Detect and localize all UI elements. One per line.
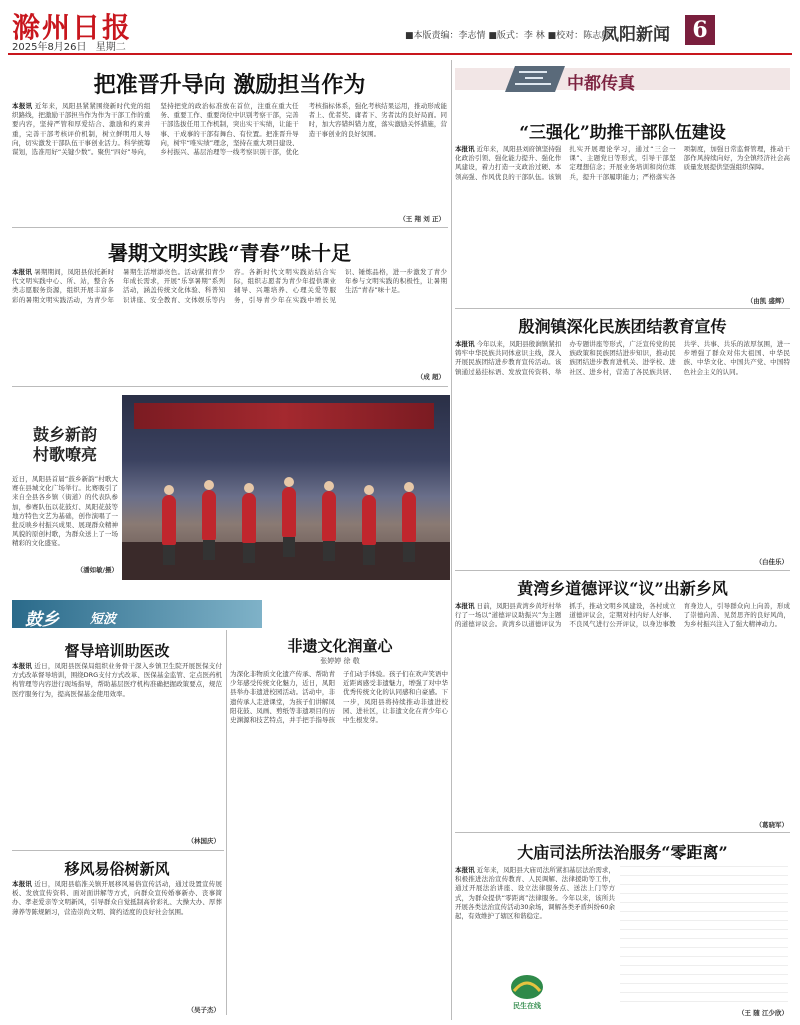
article4-lead: 本报讯	[12, 880, 33, 888]
article3-author: （林国庆）	[187, 837, 220, 845]
article3-lead: 本报讯	[12, 662, 33, 670]
performer	[162, 495, 176, 545]
article9-title: 大庙司法所法治服务“零距离”	[517, 843, 728, 862]
divider	[455, 308, 790, 309]
short-news-subtitle: 短波	[90, 612, 117, 627]
article4-body	[12, 880, 222, 1000]
article6-author: （由凯 盛辉）	[746, 297, 788, 305]
minsheng-online-logo	[504, 973, 550, 1011]
divider	[12, 850, 224, 851]
article5-body: 为深化非物质文化遗产传承、帮助青少年感受传统文化魅力，近日，凤阳县举办非遗进校园活动。活动中，非遗传承人走进课堂，为孩子们讲解凤阳花鼓、凤画、剪纸等非遗项目的历史渊源和技艺特点，并手把手指导孩子们动手体验。孩子们在欢声笑语中近距离感受非遗魅力，增强了对中华优秀传统文化的认同感和自豪感。下一步，凤阳县将持续推动非遗进校园、进社区，让非遗文化在青少年心中生根发芽。	[230, 670, 448, 725]
article4-title: 移风易俗树新风	[64, 860, 170, 878]
article1-title: 把准晋升导向 激励担当作为	[93, 72, 366, 98]
article8-body	[455, 602, 790, 820]
performer	[282, 487, 296, 537]
article8-text: 日前，凤阳县黄湾乡黄圩村举行了一场以“道德评议助振兴”为主题的道德评议会。黄湾乡以道德评议为抓手，推动文明乡风建设，各村成立道德评议会，定期对村内好人好事、不良风气进行公开评议，以身边事教育身边人，引导群众向上向善，形成了崇德向善、见贤思齐的良好风尚，为乡村振兴注入了强大精神动力。	[455, 602, 790, 629]
article8-title: 黄湾乡道德评议“议”出新乡风	[517, 579, 728, 598]
article7-body	[455, 340, 790, 558]
section-name: 凤阳新闻	[602, 25, 670, 45]
editor-credits: ■本版责编：李志情 ■版式：李 林 ■校对：陈志颇	[405, 31, 611, 41]
article6-title: “三强化”助推干部队伍建设	[519, 123, 726, 143]
column-banner	[455, 62, 790, 96]
article6-text: 近年来，凤阳县刘府镇坚持强化政治引领、强化能力提升、强化作风建设，着力打造一支政治过硬、本领高强、作风优良的干部队伍。该镇扎实开展理论学习，通过“三会一课”、主题党日等形式，引导干部坚定理想信念；开展业务培训和岗位练兵，提升干部履职能力；严格落实各项制度，加强日常监督管理，推动干部作风持续向好，为全镇经济社会高质量发展提供坚强组织保障。	[455, 145, 790, 181]
column-divider	[226, 630, 227, 1015]
article1-text: 近年来，凤阳县紧紧围绕新时代党的组织路线，把激励干部担当作为作为干部工作的重要内容，坚持严管和厚爱结合、激励和约束并重，完善干部考核评价机制，树立鲜明用人导向，切实激发干部队伍干事创业活力。科学统筹谋划，选准用好“关键少数”。聚焦“四好”导向，坚持把党的政治标准放在首位，注重在重大任务、重要工作、重要岗位中识别考察干部，完善干部选拔任用工作机制，突出实干实绩，让能干事、干成事的干部有舞台、有位置。把准晋升导向，树牢“唯实绩”理念，坚持在重大项目建设、乡村振兴、基层治理等一线考察识别干部，优化考核指标体系，强化考核结果运用，推动形成能者上、优者奖、庸者下、劣者汰的良好局面。同时，加大容错纠错力度，落实激励关怀措施，营造干事创业的良好氛围。	[12, 102, 447, 157]
divider	[12, 386, 448, 387]
issue-date	[12, 38, 126, 53]
article2-author: （成 超）	[416, 373, 445, 381]
date-text: 2025年8月26日	[12, 42, 87, 53]
article8-author: （葛晓军）	[755, 821, 788, 829]
article3-body	[12, 662, 222, 832]
article9-author: （王 随 江少欣）	[737, 1009, 788, 1017]
short-news-title: 鼓乡	[25, 610, 59, 630]
page-number: 6	[685, 15, 715, 45]
article7-text: 今年以来，凤阳县殷涧镇紧扣铸牢中华民族共同体意识主线，深入开展民族团结进步教育宣传活动。该镇通过悬挂标语、发放宣传资料、举办专题讲座等形式，广泛宣传党的民族政策和民族团结进步知识，推动民族团结进步教育进机关、进学校、进社区、进乡村，营造了各民族共居、共学、共事、共乐的浓厚氛围，进一步增强了群众对伟大祖国、中华民族、中华文化、中国共产党、中国特色社会主义的认同。	[455, 340, 790, 376]
article3-text: 近日，凤阳县医保局组织业务骨干深入乡镇卫生院开展医保支付方式改革督导培训，围绕DRG支付方式改革、医保基金监管、定点医药机构管理等内容进行现场指导，帮助基层医疗机构准确把握政策要点，规范医疗服务行为，提高医保基金使用效率。	[12, 662, 222, 698]
article5-title: 非遗文化润童心	[287, 637, 393, 655]
article5-byline: 张婷婷 徐 敬	[320, 657, 360, 665]
article2-lead: 本报讯	[12, 268, 32, 276]
article8-lead: 本报讯	[455, 602, 475, 610]
article6-lead: 本报讯	[455, 145, 475, 153]
performer	[322, 491, 336, 541]
performer	[362, 495, 376, 545]
logo-text: 民生在线	[513, 1002, 541, 1010]
article1-body	[12, 102, 447, 222]
article6-body	[455, 145, 790, 295]
article3-title: 督导培训助医改	[64, 642, 170, 660]
sidebar-body: 近日，凤阳县首届“鼓乡新韵”村歌大赛在县城文化广场举行。比赛吸引了来自全县各乡镇（街道）的代表队参加，参赛队伍以花鼓灯、凤阳花鼓等地方特色文艺为基础，创作演唱了一批反映乡村振兴成果、展现群众精神风貌的原创村歌，为群众送上了一场精彩的文化盛宴。	[12, 475, 118, 548]
stage-banner	[134, 403, 434, 429]
performer	[402, 492, 416, 542]
performer	[242, 493, 256, 543]
performer	[202, 490, 216, 540]
masthead-rule	[8, 53, 792, 55]
article9-continued-text	[620, 866, 788, 1006]
column-divider	[451, 60, 452, 1020]
photo-caption-box	[12, 425, 118, 575]
article7-lead: 本报讯	[455, 340, 475, 348]
article2-text: 暑期期间，凤阳县依托新时代文明实践中心、所、站，整合各类志愿服务资源，组织开展丰富多彩的暑期文明实践活动，为青少年暑期生活增添亮色。活动紧扣青少年成长需求，开展“乐享暑期”系列活动，涵盖传统文化体验、科普知识讲座、安全教育、文体娱乐等内容。各新时代文明实践站结合实际，组织志愿者为青少年提供课业辅导、兴趣培养、心理关爱等服务，引导青少年在实践中增长见识、锤炼品格，进一步激发了青少年参与文明实践的积极性，让暑期生活“青春”味十足。	[12, 268, 447, 304]
article4-text: 近日，凤阳县临淮关镇开展移风易俗宣传活动，通过设置宣传展板、发放宣传资料、面对面讲解等方式，向群众宣传婚事新办、丧事简办、孝老爱亲等文明新风，引导群众自觉抵制高价彩礼、大操大办、厚葬薄养等陈规陋习，营造崇尚文明、简约适度的良好社会氛围。	[12, 880, 222, 916]
article1-author: （王 翔 刘 正）	[399, 215, 445, 223]
divider	[455, 832, 790, 833]
column-banner-title: 中都传真	[567, 74, 635, 94]
article9-lead: 本报讯	[455, 866, 475, 874]
article9-text: 近年来，凤阳县大庙司法所紧扣基层法治需求，积极推进法治宣传教育、人民调解、法律援助等工作，通过开展法治讲座、设立法律服务点、送法上门等方式，为群众提供“零距离”法律服务。今年以来，该所共开展各类法治宣传活动30余场，调解各类矛盾纠纷60余起，有效维护了辖区和谐稳定。	[455, 866, 615, 921]
divider	[455, 570, 790, 571]
stage-performance-photo	[122, 395, 450, 580]
article2-title: 暑期文明实践“青春”味十足	[107, 241, 351, 265]
divider	[12, 227, 448, 228]
sidebar-title: 鼓乡新韵 村歌嘹亮	[32, 425, 97, 464]
newspaper-logo: 滁州日报	[12, 11, 133, 44]
article4-author: （吴子杰）	[187, 1006, 220, 1014]
article7-author: （白佳乐）	[755, 558, 788, 566]
weekday-text: 星期二	[95, 42, 126, 53]
sidebar-author: （潘如敏/摄）	[76, 566, 118, 574]
article7-title: 殷涧镇深化民族团结教育宣传	[518, 317, 727, 336]
article1-lead: 本报讯	[12, 102, 33, 110]
article2-body	[12, 268, 447, 380]
